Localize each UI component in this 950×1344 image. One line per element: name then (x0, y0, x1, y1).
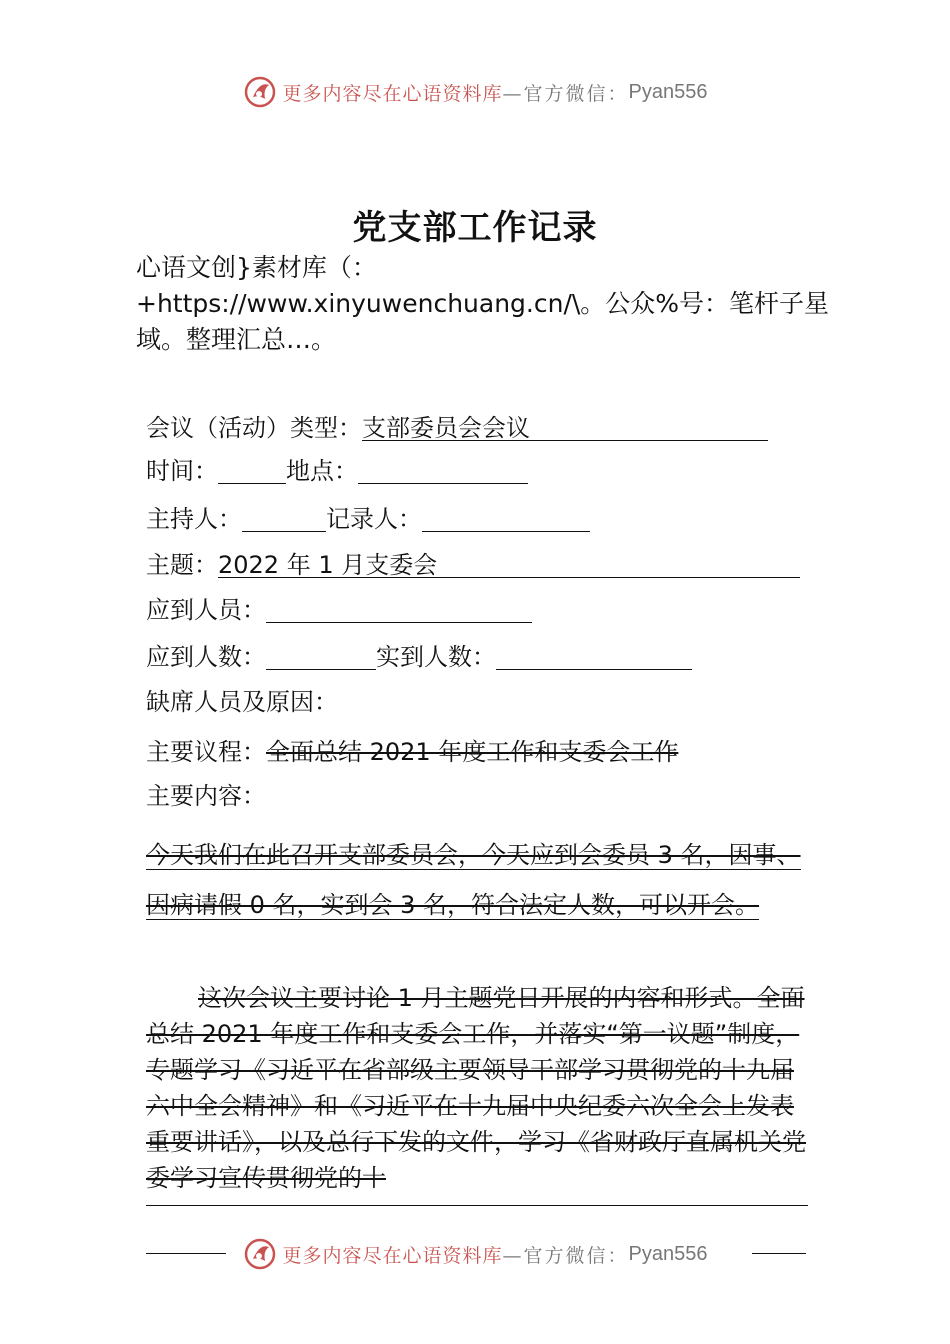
host-blank (242, 501, 326, 532)
meeting-type-row (146, 410, 768, 446)
actual-count-blank (496, 639, 692, 670)
expected-count-label: 应到人数： (146, 643, 266, 671)
place-blank (358, 453, 528, 484)
page-title: 党支部工作记录 (352, 208, 598, 248)
topic-label: 主题： (146, 551, 218, 579)
host-label: 主持人： (146, 505, 242, 533)
expected-members-blank (266, 592, 532, 623)
topic-row (146, 547, 800, 583)
agenda-value: 全面总结 2021 年度工作和支委会工作 (266, 738, 679, 766)
recorder-label: 记录人： (326, 505, 422, 533)
watermark-wechat-label: —官方微信： (502, 82, 629, 105)
expected-members-row (146, 592, 532, 628)
watermark-wechat-id: Pyan556 (628, 1242, 708, 1265)
watermark-text: 更多内容尽在心语资料库 (282, 82, 503, 105)
logo-icon (243, 75, 277, 109)
paragraph-opening (146, 830, 808, 930)
watermark-text: 更多内容尽在心语资料库 (282, 1244, 503, 1267)
content-row (146, 778, 266, 814)
paragraph-opening-text: 今天我们在此召开支部委员会，今天应到会委员 3 名，因事、因病请假 0 名，实到会 3 名，符合法定人数，可以开会。 (146, 841, 801, 919)
absent-label: 缺席人员及原因： (146, 688, 338, 716)
paragraph-discussion (146, 980, 808, 1196)
place-label: 地点： (286, 457, 358, 485)
watermark-wechat-id: Pyan556 (628, 80, 708, 103)
watermark-wechat-label: —官方微信： (502, 1244, 629, 1267)
actual-count-label: 实到人数： (376, 643, 496, 671)
host-recorder-row (146, 501, 590, 537)
time-place-row (146, 453, 528, 489)
meeting-type-value: 支部委员会会议 (362, 410, 768, 441)
expected-members-label: 应到人员： (146, 596, 266, 624)
time-blank (218, 453, 286, 484)
absent-row (146, 684, 338, 720)
page-end-rule (146, 1205, 808, 1206)
paragraph-discussion-text: 这次会议主要讨论 1 月主题党日开展的内容和形式。全面总结 2021 年度工作和支委会工作，并落实“第一议题”制度，专题学习《习近平在省部级主要领导干部学习贯彻党的十九届六中全会精神》和《习近平在十九届中央纪委六次全会上发表重要讲话》，以及总行下发的文件，学习《省财政厅直属机关党委学习宣传贯彻党的十 (146, 984, 806, 1192)
agenda-row (146, 734, 678, 770)
footer-watermark (0, 1234, 950, 1274)
expected-count-blank (266, 639, 376, 670)
topic-value: 2022 年 1 月支委会 (218, 547, 800, 578)
recorder-blank (422, 501, 590, 532)
header-watermark (0, 72, 950, 112)
meeting-type-label: 会议（活动）类型： (146, 414, 362, 442)
intro-text: 心语文创}素材库（：+https://www.xinyuwenchuang.cn/\。公众%号：笔杆子星域。整理汇总…。 (136, 253, 830, 354)
content-label: 主要内容： (146, 782, 266, 810)
agenda-label: 主要议程： (146, 738, 266, 766)
logo-icon (243, 1237, 277, 1271)
count-row (146, 639, 692, 675)
time-label: 时间： (146, 457, 218, 485)
